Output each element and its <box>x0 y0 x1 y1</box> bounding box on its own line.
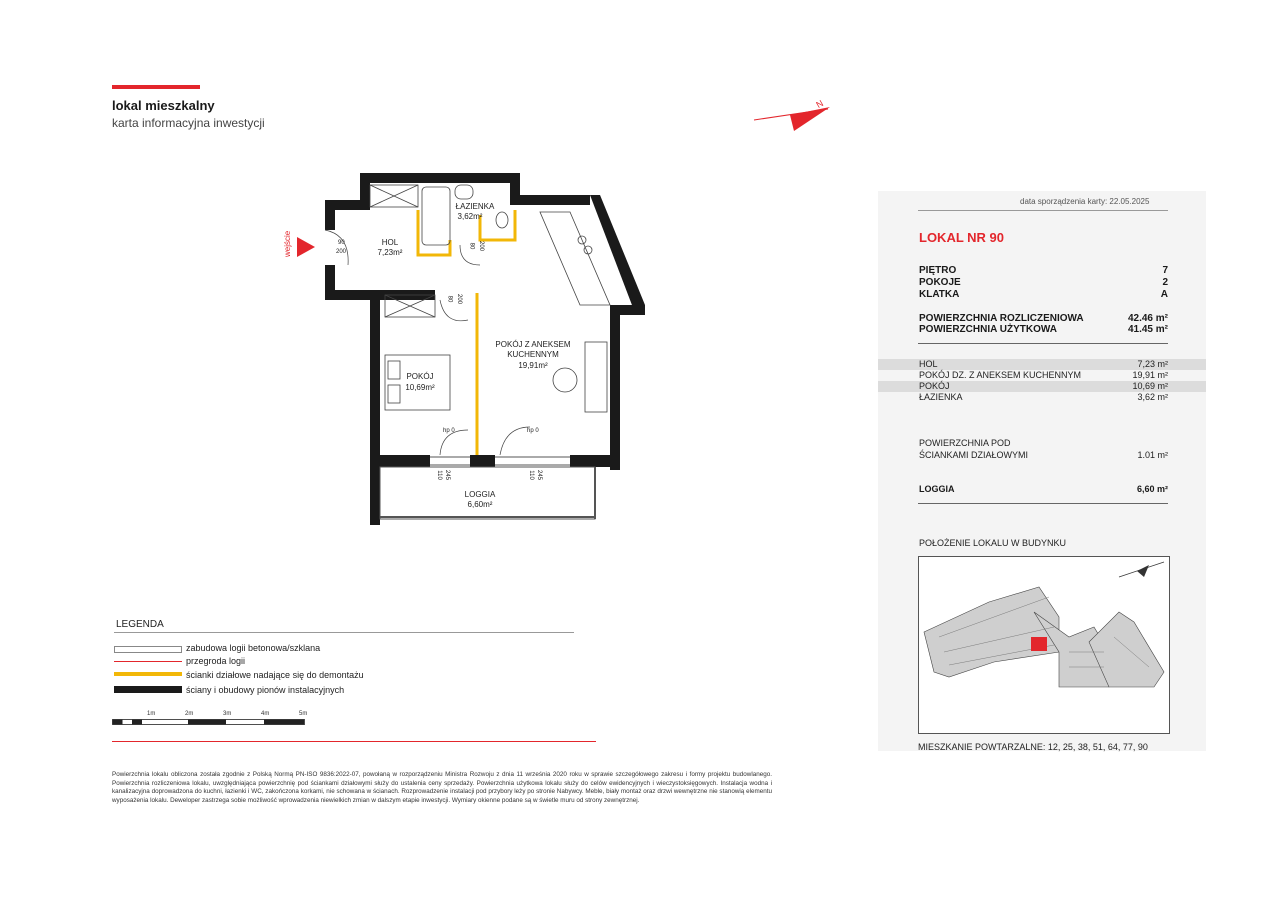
building-location-title: POŁOŻENIE LOKALU W BUDYNKU <box>919 538 1067 548</box>
legend-item: przegroda logii <box>186 656 246 666</box>
dim: 80 <box>446 295 453 303</box>
header-accent-line <box>112 85 200 89</box>
demountable-walls <box>418 210 515 455</box>
scale-label: 3m <box>223 711 232 717</box>
scale-label: 4m <box>261 711 270 717</box>
info-room-name: HOL <box>919 359 938 369</box>
legend-swatch <box>114 672 182 676</box>
dim: 110 <box>435 470 442 480</box>
scale-bar <box>112 719 312 727</box>
pokoje-label: POKOJE <box>919 277 961 288</box>
legend-item: zabudowa logii betonowa/szklana <box>186 643 321 653</box>
dim: hp 0 <box>443 428 455 434</box>
scianki-label: ŚCIANKAMI DZIAŁOWYMI <box>919 450 1029 460</box>
plan-room-name: ŁAZIENKA <box>455 202 495 211</box>
dim: 200 <box>456 293 463 305</box>
plan-room-name: POKÓJ Z ANEKSEM KUCHENNYM <box>495 340 571 359</box>
pietro-value: 7 <box>1162 265 1168 276</box>
pow-roz-label: POWIERZCHNIA ROZLICZENIOWA <box>919 313 1084 324</box>
card-date: data sporządzenia karty: 22.05.2025 <box>1020 197 1150 206</box>
legend-swatch <box>114 686 182 693</box>
plan-room-name: LOGGIA <box>464 490 496 499</box>
legend-title: LEGENDA <box>116 619 164 630</box>
scale-label: 2m <box>185 711 194 717</box>
walls <box>325 173 645 525</box>
legend-swatch <box>114 646 182 653</box>
entrance-arrow-icon <box>297 237 315 257</box>
compass-icon <box>750 95 835 135</box>
legend-item: ścianki działowe nadające się do demontażu <box>186 670 364 680</box>
scale-label: 1m <box>147 711 156 717</box>
info-room-name: POKÓJ <box>919 381 950 391</box>
loggia-value: 6,60 m² <box>1136 484 1168 494</box>
info-room-area: 3,62 m² <box>1137 392 1168 402</box>
info-room-name: ŁAZIENKA <box>919 392 963 402</box>
page-subtitle: karta informacyjna inwestycji <box>112 116 265 130</box>
pow-roz-value: 42.46 m² <box>1127 313 1168 324</box>
scale-label: 5m <box>299 711 308 717</box>
plan-room-name: HOL <box>381 238 399 247</box>
dim: 200 <box>336 249 347 255</box>
pow-uz-value: 41.45 m² <box>1127 324 1168 335</box>
info-room-area: 19,91 m² <box>1132 370 1168 380</box>
dim: 200 <box>478 240 485 252</box>
legend-swatch <box>114 661 182 662</box>
info-room-area: 7,23 m² <box>1137 359 1168 369</box>
footnote: Powierzchnia lokalu obliczona została zgodnie z Polską Normą PN-ISO 9836:2022-07, powołaną w rozporządzeniu Ministra Rozwoju z dnia 11 września 2020 roku w sprawie szczegółowego zakresu i formy projektu budowlanego. Powierzchnia rozliczeniowa lokalu, uwzględniająca powierzchnię pod ściankami działowymi służy do ustalenia ceny sprzedaży. Powierzchnia użytkowa lokalu służy do celów ewidencyjnych i wieczystoksięgowych. Instalacja wodna i kanalizacyjna doprowadzona do kuchni, łazienki i WC, zakończona korkami, nie schowana w ścianach. Rozprowadzenie instalacji pod przybory leży po stronie Nabywcy. Meble, biały montaż oraz drzwi wewnętrzne nie stanowią elementu wyposażenia lokalu. Deweloper zastrzega sobie możliwość wprowadzenia niewielkich zmian w dalszym etapie inwestycji. Wymiary okienne podane są w świetle muru od strony zewnętrznej. <box>112 771 772 804</box>
info-room-area: 10,69 m² <box>1132 381 1168 391</box>
dim: hp 0 <box>527 428 539 434</box>
plan-room-area: 6,60m² <box>467 500 493 509</box>
scianki-value: 1.01 m² <box>1137 450 1168 460</box>
pietro-label: PIĘTRO <box>919 265 957 276</box>
repeated-apartments: MIESZKANIE POWTARZALNE: 12, 25, 38, 51, 64, 77, 90 <box>918 742 1148 752</box>
entrance-label: wejście <box>283 230 292 257</box>
pow-uz-label: POWIERZCHNIA UŻYTKOWA <box>919 324 1057 335</box>
loggia-label: LOGGIA <box>919 484 955 494</box>
info-room-name: POKÓJ DZ. Z ANEKSEM KUCHENNYM <box>919 370 1082 380</box>
plan-room-area: 3,62m² <box>457 212 483 221</box>
dim: 245 <box>444 469 451 481</box>
klatka-label: KLATKA <box>919 289 960 300</box>
plan-room-area: 7,23m² <box>377 248 403 257</box>
dim: 80 <box>468 242 475 250</box>
plan-room-name: POKÓJ <box>406 372 434 381</box>
lokal-number: LOKAL NR 90 <box>919 230 1004 245</box>
compass-label: N <box>814 98 826 110</box>
plan-room-area: 10,69m² <box>405 383 435 392</box>
building-location-map <box>918 556 1170 734</box>
scianki-label: POWIERZCHNIA POD <box>919 438 1011 448</box>
dim: 245 <box>536 469 543 481</box>
dim: 90 <box>338 240 345 246</box>
page-title: lokal mieszkalny <box>112 98 215 113</box>
pokoje-value: 2 <box>1162 277 1168 288</box>
klatka-value: A <box>1160 289 1168 300</box>
apartment-marker <box>1031 637 1047 651</box>
dim: 110 <box>527 470 534 480</box>
plan-room-area: 19,91m² <box>518 361 548 370</box>
legend-item: ściany i obudowy pionów instalacyjnych <box>186 685 345 695</box>
